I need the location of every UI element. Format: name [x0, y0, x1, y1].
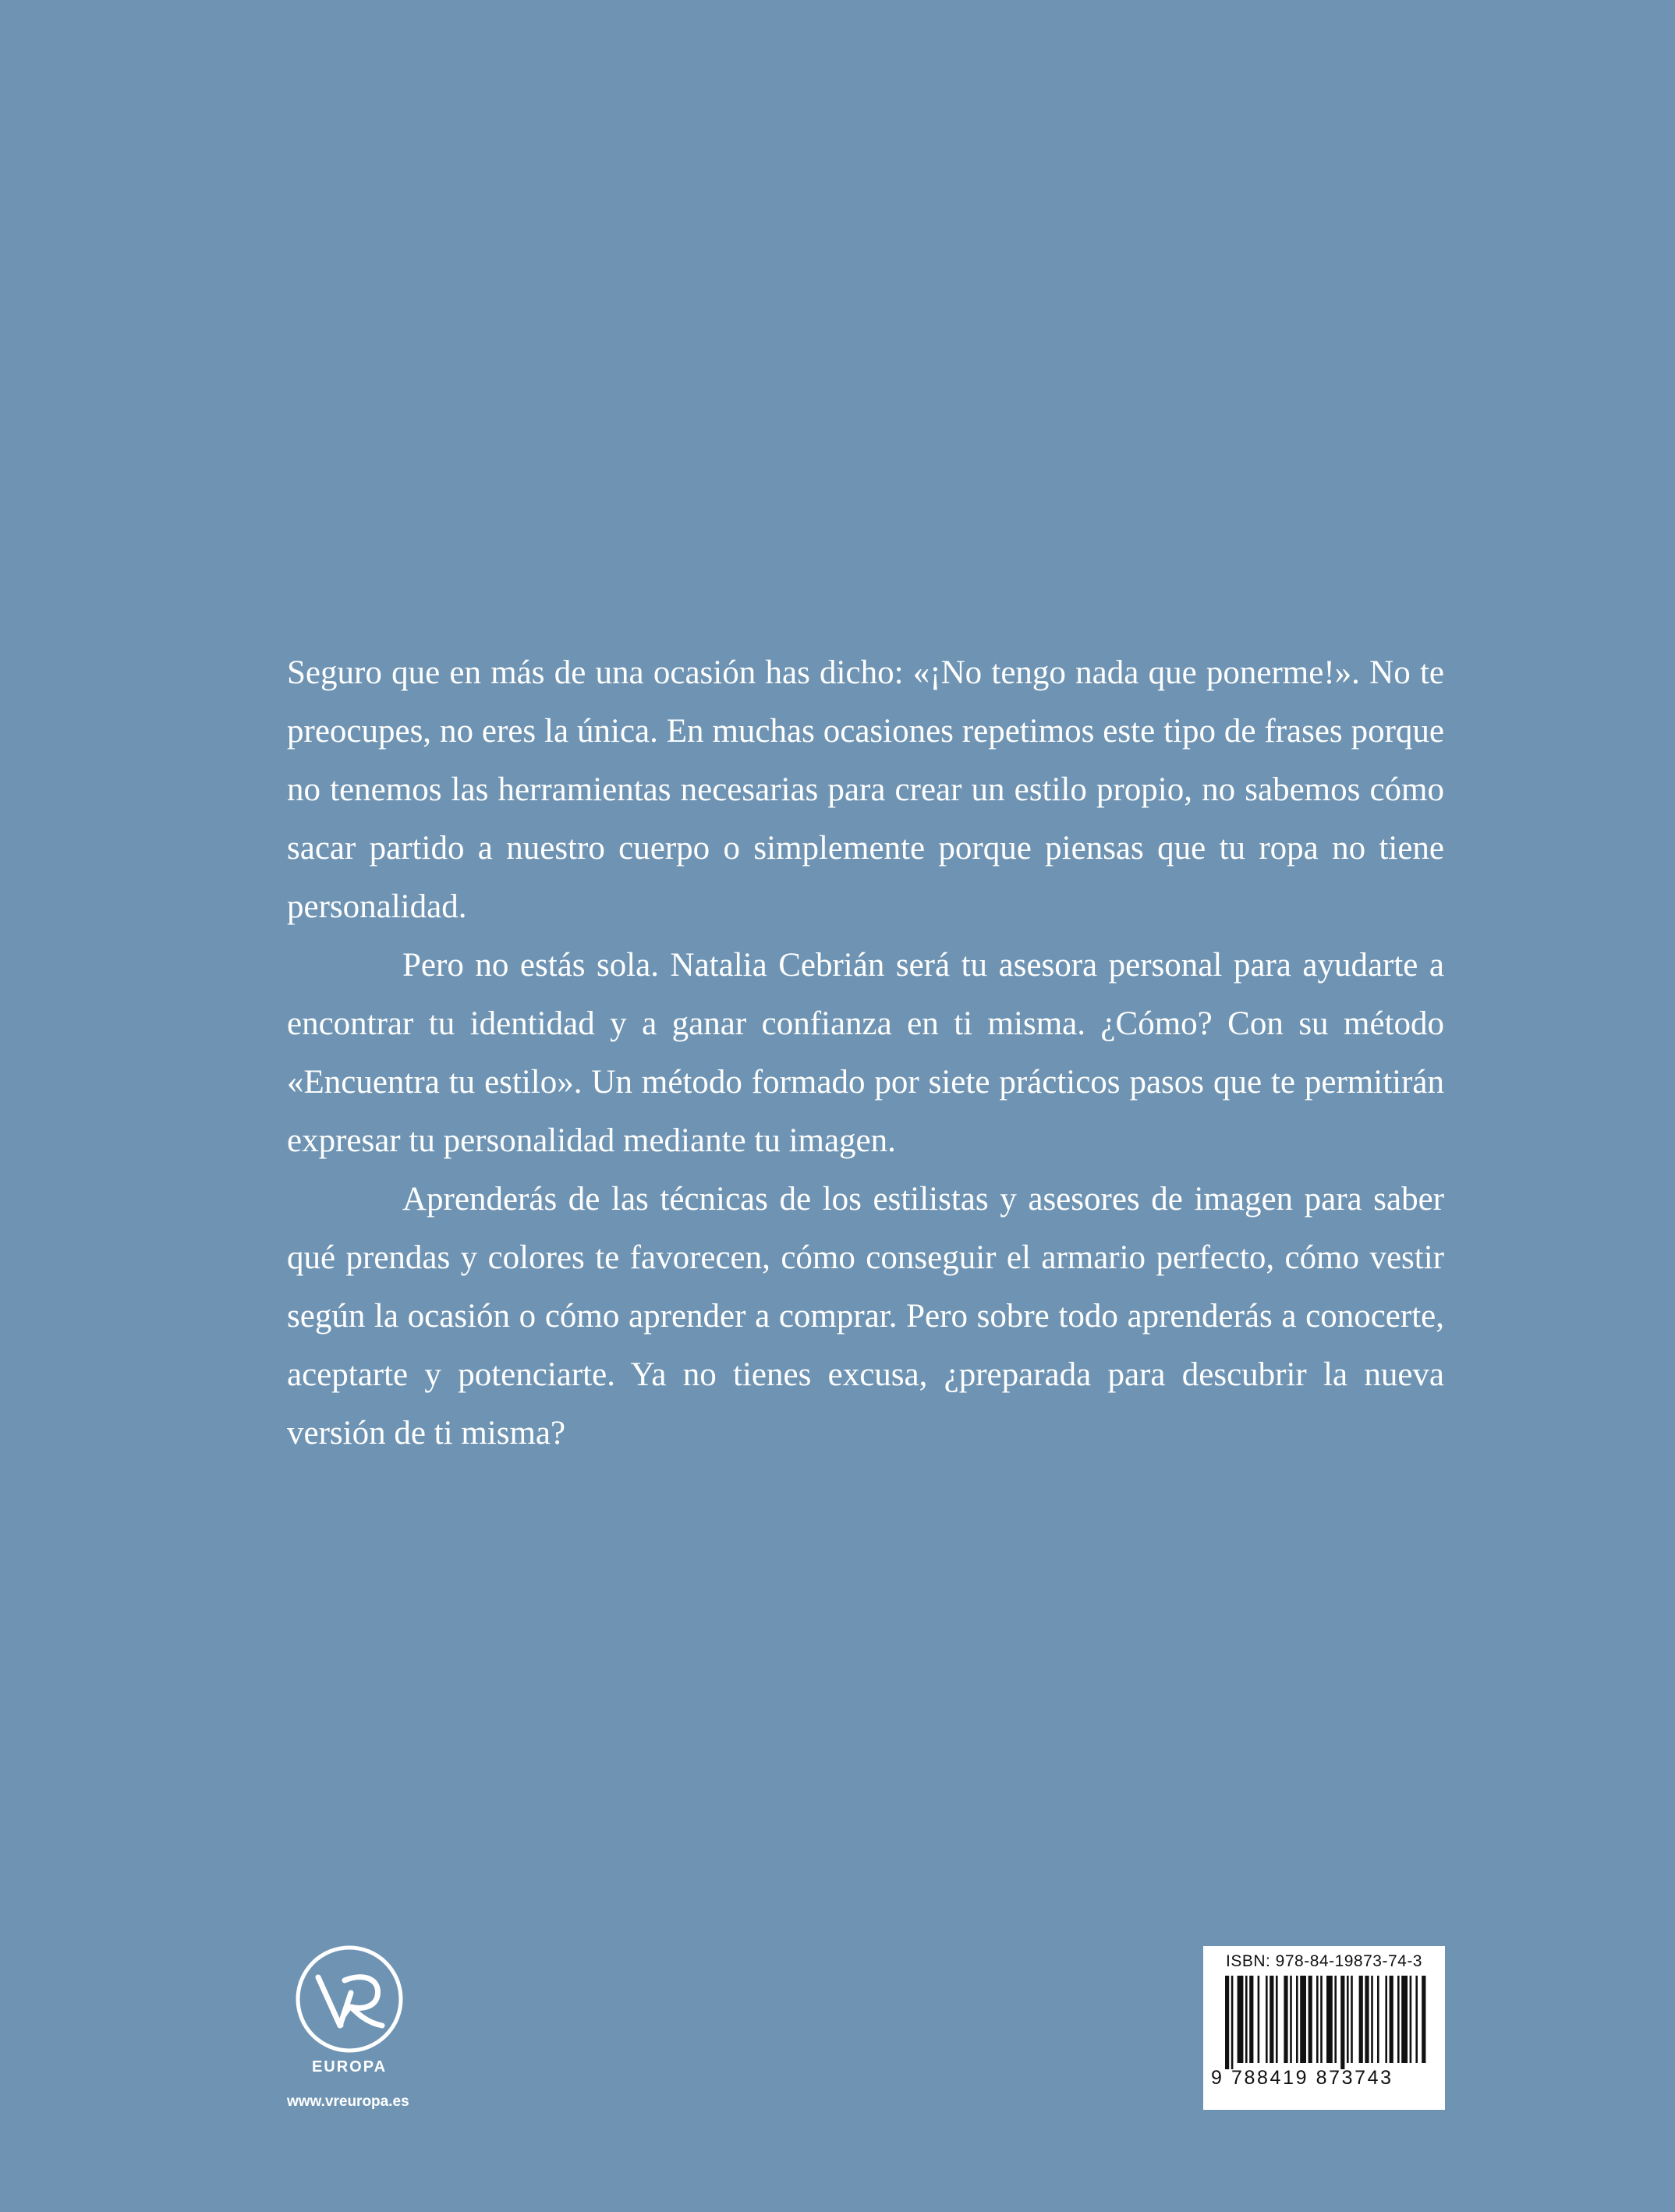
barcode-digits: 9 788419 873743	[1211, 2067, 1393, 2089]
back-cover-blurb	[287, 643, 1444, 1462]
publisher-name: EUROPA	[311, 2058, 388, 2076]
barcode-bar	[1347, 1976, 1349, 2063]
barcode-bar	[1359, 1976, 1363, 2063]
vr-europa-logo-icon	[295, 1944, 404, 2054]
barcode-bar	[1266, 1976, 1268, 2063]
barcode-bar	[1390, 1976, 1393, 2063]
barcode-bar	[1249, 1976, 1253, 2063]
barcode-bar	[1231, 1976, 1234, 2069]
isbn-label: ISBN: 978-84-19873-74-3	[1226, 1952, 1422, 1970]
publisher-logo	[287, 1944, 412, 2076]
barcode-bar	[1365, 1976, 1369, 2063]
publisher-website: www.vreuropa.es	[287, 2093, 409, 2110]
barcode-bar	[1410, 1976, 1412, 2063]
barcode-bars	[1211, 1976, 1437, 2069]
barcode-bar	[1422, 1976, 1425, 2063]
barcode-bar	[1316, 1976, 1319, 2063]
barcode-bar	[1334, 1976, 1337, 2063]
barcode-bar	[1284, 1976, 1287, 2063]
barcode-bar	[1326, 1976, 1333, 2063]
isbn-barcode	[1203, 1946, 1445, 2110]
blurb-paragraph-2: Pero no estás sola. Natalia Cebrián será tu asesora personal para ayudarte a encontrar tu identidad y a ganar confianza en ti misma. ¿Cómo? Con su método «Encuentra tu estilo». Un método formado por siete prácticos pasos que te permitirán expresar tu personalidad mediante tu imagen.	[287, 947, 1444, 1159]
barcode-bar	[1401, 1976, 1408, 2063]
barcode-bar	[1371, 1976, 1373, 2063]
barcode-bar	[1276, 1976, 1278, 2063]
barcode-bar	[1258, 1976, 1260, 2063]
barcode-bar	[1300, 1976, 1306, 2063]
barcode-bar	[1270, 1976, 1273, 2063]
barcode-bar	[1377, 1976, 1379, 2063]
barcode-bar	[1238, 1976, 1244, 2063]
barcode-bar	[1351, 1976, 1353, 2063]
barcode-bar	[1290, 1976, 1292, 2063]
blurb-paragraph-1: Seguro que en más de una ocasión has dicho: «¡No tengo nada que ponerme!». No te preocupes, no eres la única. En muchas ocasiones repetimos este tipo de frases porque no tenemos las herramientas necesarias para crear un estilo propio, no sabemos cómo sacar partido a nuestro cuerpo o simplemente porque piensas que tu ropa no tiene personalidad.	[287, 654, 1444, 925]
barcode-bar	[1320, 1976, 1323, 2063]
barcode-bar	[1308, 1976, 1312, 2063]
barcode-bar	[1245, 1976, 1248, 2063]
barcode-bar	[1385, 1976, 1387, 2063]
barcode-bar	[1415, 1976, 1418, 2063]
barcode-bar	[1340, 1976, 1344, 2069]
blurb-paragraph-3: Aprenderás de las técnicas de los estilistas y asesores de imagen para saber qué prendas y colores te favorecen, cómo conseguir el armario perfecto, cómo vestir según la ocasión o cómo aprender a comprar. Pero sobre todo aprenderás a conocerte, aceptarte y potenciarte. Ya no tienes excusa, ¿preparada para descubrir la nueva versión de ti misma?	[287, 1181, 1444, 1452]
barcode-bar	[1397, 1976, 1400, 2063]
barcode-bar	[1225, 1976, 1229, 2069]
barcode-bar	[1296, 1976, 1298, 2063]
